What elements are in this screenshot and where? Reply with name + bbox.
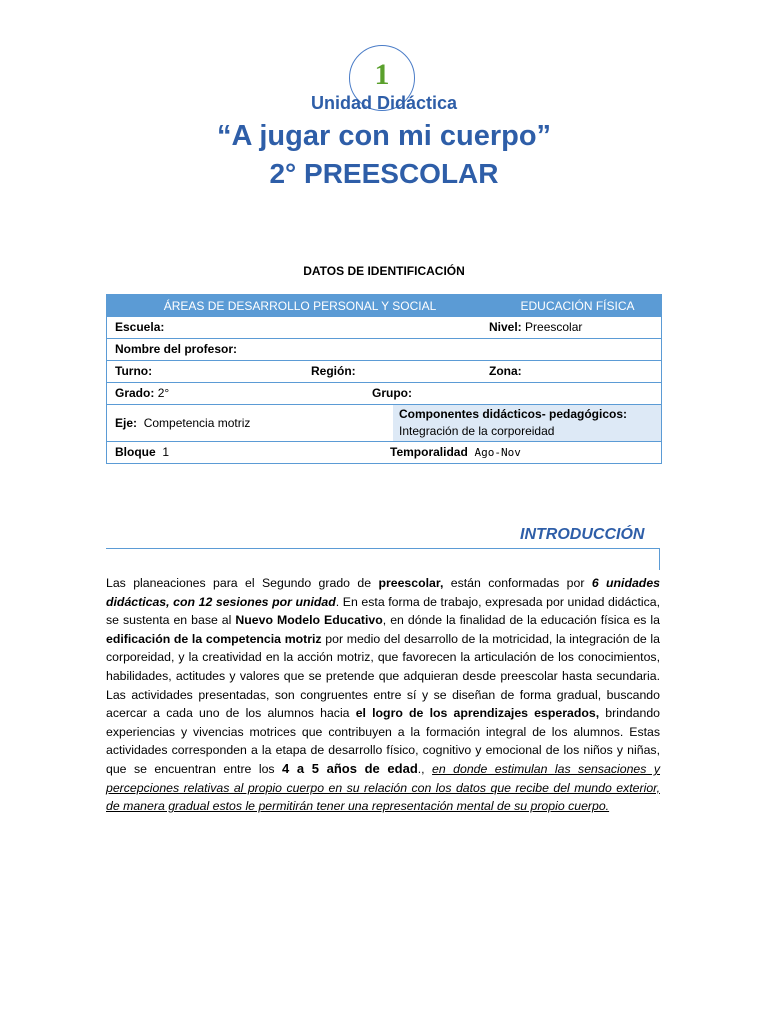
temporalidad-value: Ago-Nov — [474, 446, 521, 459]
intro-text: están conformadas por — [443, 576, 592, 590]
intro-text: ., — [417, 761, 433, 776]
table-row — [107, 442, 662, 464]
eje-value: Competencia motriz — [143, 416, 251, 430]
grado-label: Grado: — [115, 386, 155, 400]
table-row — [107, 339, 662, 361]
intro-bold: el logro de los aprendizajes esperados, — [355, 706, 600, 721]
intro-bold: preescolar, — [378, 576, 444, 590]
nivel-value: Preescolar — [525, 320, 583, 334]
nivel-label: Nivel: — [489, 320, 522, 334]
intro-bold: 4 a 5 años de edad — [282, 760, 418, 776]
componentes-cell — [393, 405, 661, 441]
identification-table — [106, 294, 662, 464]
intro-bold: Nuevo Modelo Educativo — [235, 613, 383, 628]
intro-title: INTRODUCCIÓN — [520, 526, 645, 543]
header-areas: ÁREAS DE DESARROLLO PERSONAL Y SOCIAL — [107, 295, 494, 317]
region-label: Región: — [311, 364, 356, 378]
componentes-label: Componentes didácticos- pedagógicos: — [399, 407, 628, 421]
eje-label: Eje: — [115, 416, 138, 430]
intro-bold-italic: 6 unidades didácticas, con 12 sesiones por unidad — [106, 576, 660, 609]
intro-underlined: en donde estimulan las sensaciones y percepciones relativas al propio cuerpo en su relación con los datos que recibe del mundo exterior, de manera gradual estos le permitirán tener una representación mental de su propio cuerpo. — [106, 761, 660, 814]
grado-value: 2° — [157, 386, 170, 400]
temporalidad-label: Temporalidad — [390, 445, 468, 459]
profesor-label: Nombre del profesor: — [115, 342, 238, 356]
grupo-label: Grupo: — [372, 386, 412, 400]
table-row — [107, 405, 662, 442]
intro-paragraph — [106, 574, 660, 816]
table-row — [107, 317, 662, 339]
bloque-label: Bloque — [115, 445, 156, 459]
unit-title: “A jugar con mi cuerpo” — [216, 120, 552, 152]
unit-number: 1 — [374, 58, 390, 91]
table-header-row — [107, 295, 662, 317]
intro-text: , en dónde la finalidad de la educación física es la — [382, 613, 661, 628]
intro-divider — [106, 548, 659, 549]
intro-text: por medio del desarrollo de la motricidad, la integración de la corporeidad, y la creatividad en la acción motriz, que favorecen la articulación de los conocimientos, habilidades, actitudes y valores que se pretende que adquieran desde preescolar hasta secundaria. Las actividades presentadas, son congruentes entre sí y se diseñan de forma gradual, buscando acercar a cada uno de los alumnos hacia — [106, 631, 660, 721]
table-row — [107, 361, 662, 383]
grade-title: 2° PREESCOLAR — [269, 158, 499, 189]
table-row — [107, 383, 662, 405]
intro-text: Las planeaciones para el Segundo grado de — [106, 576, 379, 590]
header-educacion: EDUCACIÓN FÍSICA — [494, 295, 662, 317]
escuela-label: Escuela: — [115, 320, 165, 334]
datos-title: DATOS DE IDENTIFICACIÓN — [303, 264, 465, 278]
intro-divider-tick — [659, 548, 660, 570]
bloque-value: 1 — [162, 445, 170, 459]
intro-text: . En esta forma de trabajo, expresada por unidad didáctica, se sustenta en base al — [106, 594, 660, 628]
turno-label: Turno: — [115, 364, 153, 378]
unit-label: Unidad Didáctica — [310, 93, 458, 113]
intro-bold: edificación de la competencia motriz — [106, 631, 322, 646]
componentes-value: Integración de la corporeidad — [399, 424, 555, 438]
intro-text: brindando experiencias y vivencias motrices que contribuyen a la formación integral de los alumnos. Estas actividades corresponden a la etapa de desarrollo físico, cognitivo y emocional de los niños y niñas, que se encuentran entre los — [106, 706, 660, 776]
zona-label: Zona: — [489, 364, 522, 378]
